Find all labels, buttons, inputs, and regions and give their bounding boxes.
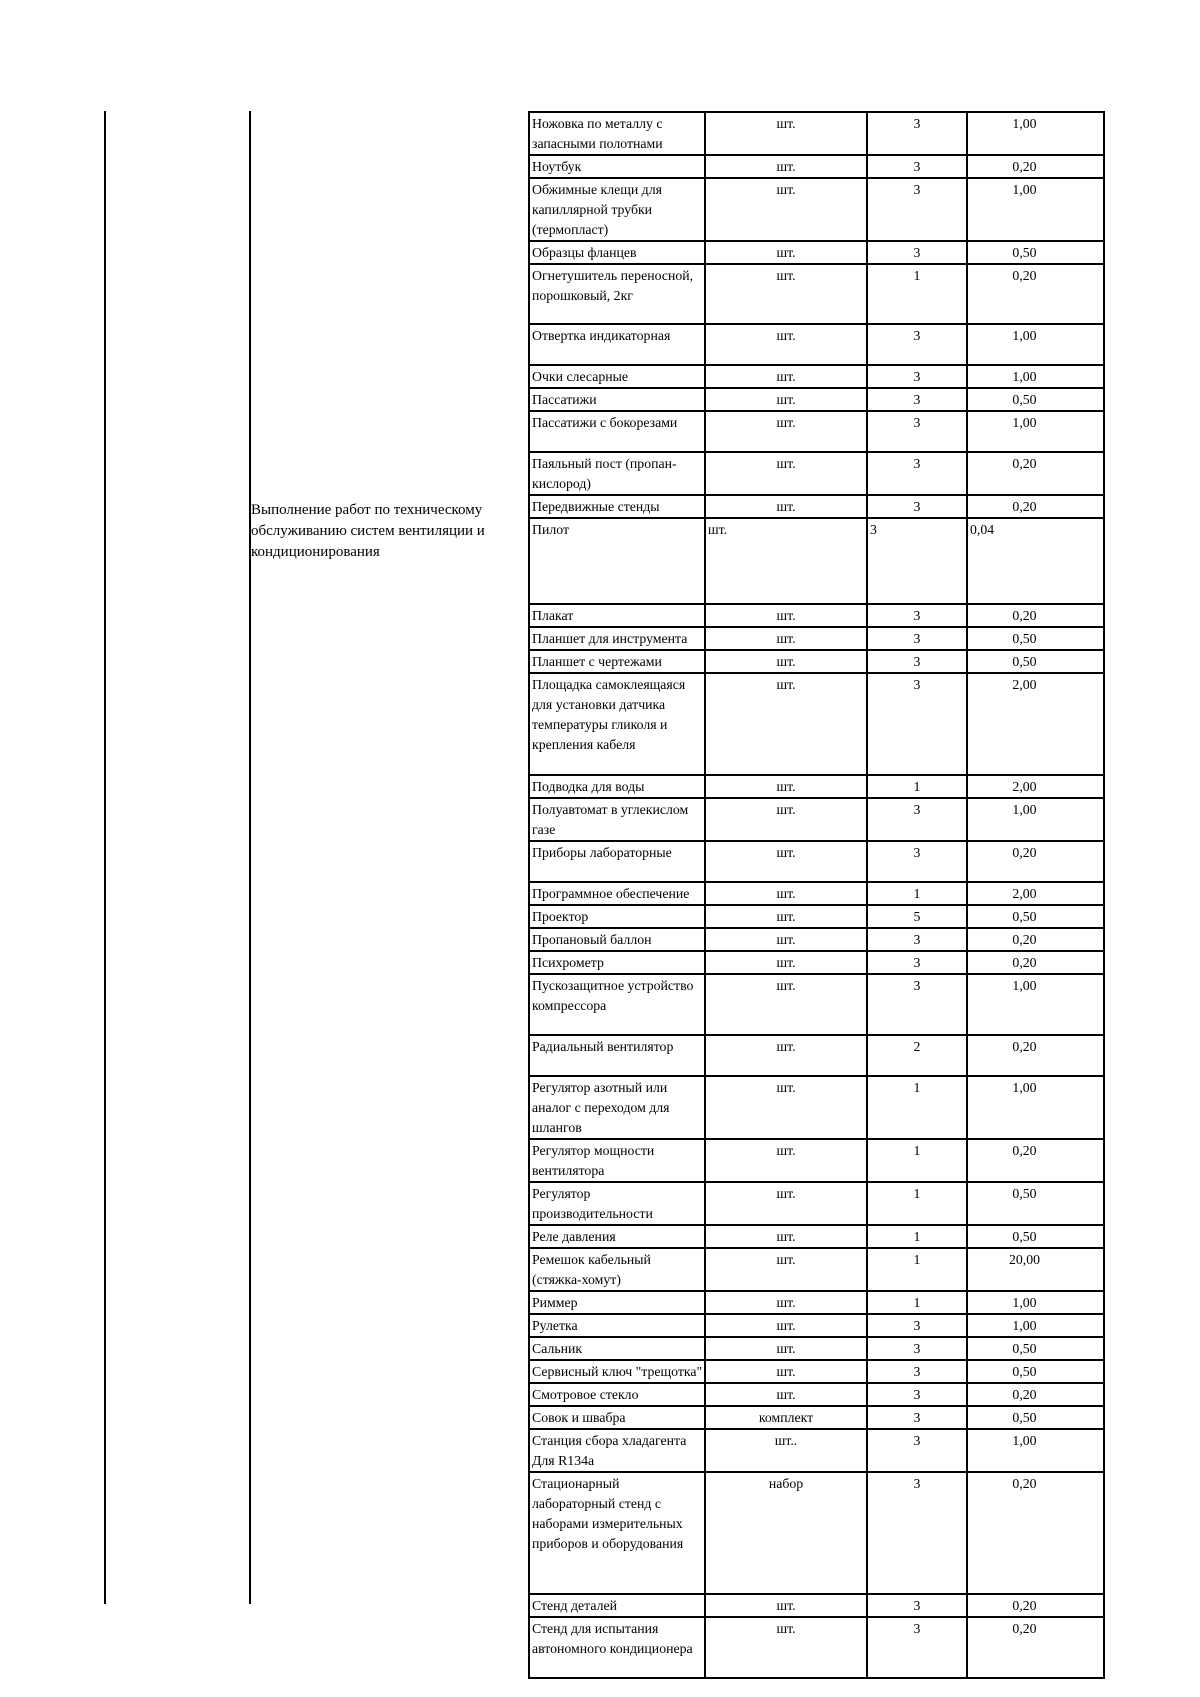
norm-cell: 0,20 — [967, 264, 1104, 324]
unit-cell: шт. — [705, 673, 867, 775]
norm-cell: 0,20 — [967, 1472, 1104, 1594]
quantity-cell: 2 — [867, 1035, 967, 1076]
table-row — [529, 1429, 1104, 1472]
item-name-cell: Сервисный ключ "трещотка" — [529, 1360, 705, 1383]
norm-cell: 0,04 — [967, 518, 1104, 604]
norm-cell: 0,20 — [967, 1617, 1104, 1678]
unit-cell: шт. — [705, 178, 867, 241]
item-name-cell: Паяльный пост (пропан-кислород) — [529, 452, 705, 495]
quantity-cell: 3 — [867, 411, 967, 452]
quantity-cell: 3 — [867, 841, 967, 882]
item-name-cell: Плакат — [529, 604, 705, 627]
table-row — [529, 241, 1104, 264]
equipment-table-body — [529, 112, 1104, 1678]
unit-cell: шт. — [705, 928, 867, 951]
quantity-cell: 1 — [867, 882, 967, 905]
norm-cell: 0,50 — [967, 388, 1104, 411]
norm-cell: 1,00 — [967, 1076, 1104, 1139]
item-name-cell: Пассатижи — [529, 388, 705, 411]
table-row — [529, 1594, 1104, 1617]
unit-cell: шт. — [705, 1076, 867, 1139]
norm-cell: 0,20 — [967, 155, 1104, 178]
quantity-cell: 5 — [867, 905, 967, 928]
norm-cell: 1,00 — [967, 365, 1104, 388]
norm-cell: 0,20 — [967, 495, 1104, 518]
norm-cell: 0,20 — [967, 1139, 1104, 1182]
quantity-cell: 3 — [867, 495, 967, 518]
quantity-cell: 1 — [867, 1291, 967, 1314]
item-name-cell: Пилот — [529, 518, 705, 604]
quantity-cell: 3 — [867, 974, 967, 1035]
unit-cell: шт. — [705, 495, 867, 518]
table-row — [529, 365, 1104, 388]
norm-cell: 0,20 — [967, 841, 1104, 882]
left-border-line — [104, 111, 106, 1604]
table-row — [529, 905, 1104, 928]
table-row — [529, 974, 1104, 1035]
norm-cell: 0,50 — [967, 1182, 1104, 1225]
quantity-cell: 1 — [867, 1225, 967, 1248]
unit-cell: шт. — [705, 1594, 867, 1617]
norm-cell: 1,00 — [967, 178, 1104, 241]
item-name-cell: Стенд деталей — [529, 1594, 705, 1617]
unit-cell: шт. — [705, 324, 867, 365]
table-row — [529, 1406, 1104, 1429]
unit-cell: шт. — [705, 518, 867, 604]
table-row — [529, 928, 1104, 951]
unit-cell: шт. — [705, 388, 867, 411]
item-name-cell: Регулятор производительности — [529, 1182, 705, 1225]
quantity-cell: 3 — [867, 798, 967, 841]
unit-cell: шт. — [705, 241, 867, 264]
norm-cell: 0,50 — [967, 1360, 1104, 1383]
item-name-cell: Площадка самоклеящаяся для установки датчика температуры гликоля и крепления кабеля — [529, 673, 705, 775]
item-name-cell: Смотровое стекло — [529, 1383, 705, 1406]
quantity-cell: 1 — [867, 1076, 967, 1139]
table-row — [529, 775, 1104, 798]
table-row — [529, 518, 1104, 604]
section-title: Выполнение работ по техническому обслуживанию систем вентиляции и кондиционирования — [251, 502, 485, 560]
item-name-cell: Образцы фланцев — [529, 241, 705, 264]
table-row — [529, 324, 1104, 365]
table-row — [529, 1383, 1104, 1406]
norm-cell: 0,20 — [967, 1035, 1104, 1076]
table-row — [529, 264, 1104, 324]
unit-cell: шт. — [705, 1617, 867, 1678]
norm-cell: 0,20 — [967, 951, 1104, 974]
table-row — [529, 604, 1104, 627]
table-row — [529, 1617, 1104, 1678]
table-row — [529, 1337, 1104, 1360]
table-row — [529, 882, 1104, 905]
norm-cell: 1,00 — [967, 1314, 1104, 1337]
table-row — [529, 650, 1104, 673]
unit-cell: комплект — [705, 1406, 867, 1429]
table-row — [529, 452, 1104, 495]
norm-cell: 0,50 — [967, 1225, 1104, 1248]
norm-cell: 0,20 — [967, 452, 1104, 495]
norm-cell: 0,20 — [967, 1594, 1104, 1617]
norm-cell: 0,50 — [967, 627, 1104, 650]
item-name-cell: Станция сбора хладагента Для R134a — [529, 1429, 705, 1472]
item-name-cell: Планшет с чертежами — [529, 650, 705, 673]
unit-cell: шт. — [705, 604, 867, 627]
norm-cell: 0,50 — [967, 1406, 1104, 1429]
unit-cell: шт. — [705, 841, 867, 882]
quantity-cell: 1 — [867, 264, 967, 324]
table-row — [529, 1472, 1104, 1594]
unit-cell: шт. — [705, 951, 867, 974]
norm-cell: 0,20 — [967, 604, 1104, 627]
item-name-cell: Совок и швабра — [529, 1406, 705, 1429]
unit-cell: шт. — [705, 1248, 867, 1291]
table-row — [529, 388, 1104, 411]
norm-cell: 0,50 — [967, 650, 1104, 673]
item-name-cell: Регулятор мощности вентилятора — [529, 1139, 705, 1182]
unit-cell: шт. — [705, 411, 867, 452]
table-row — [529, 627, 1104, 650]
column-divider-line — [249, 111, 251, 1604]
quantity-cell: 3 — [867, 388, 967, 411]
table-row — [529, 673, 1104, 775]
item-name-cell: Очки слесарные — [529, 365, 705, 388]
item-name-cell: Пассатижи с бокорезами — [529, 411, 705, 452]
unit-cell: шт. — [705, 112, 867, 155]
unit-cell: шт. — [705, 365, 867, 388]
item-name-cell: Ножовка по металлу с запасными полотнами — [529, 112, 705, 155]
quantity-cell: 3 — [867, 241, 967, 264]
item-name-cell: Обжимные клещи для капиллярной трубки (термопласт) — [529, 178, 705, 241]
item-name-cell: Огнетушитель переносной, порошковый, 2кг — [529, 264, 705, 324]
quantity-cell: 3 — [867, 627, 967, 650]
quantity-cell: 3 — [867, 650, 967, 673]
quantity-cell: 3 — [867, 178, 967, 241]
item-name-cell: Риммер — [529, 1291, 705, 1314]
unit-cell: шт. — [705, 775, 867, 798]
item-name-cell: Рулетка — [529, 1314, 705, 1337]
table-row — [529, 1035, 1104, 1076]
quantity-cell: 1 — [867, 775, 967, 798]
table-row — [529, 798, 1104, 841]
item-name-cell: Проектор — [529, 905, 705, 928]
norm-cell: 2,00 — [967, 882, 1104, 905]
unit-cell: шт. — [705, 452, 867, 495]
norm-cell: 2,00 — [967, 775, 1104, 798]
item-name-cell: Стенд для испытания автономного кондиционера — [529, 1617, 705, 1678]
unit-cell: шт. — [705, 974, 867, 1035]
quantity-cell: 3 — [867, 1337, 967, 1360]
item-name-cell: Ремешок кабельный (стяжка-хомут) — [529, 1248, 705, 1291]
unit-cell: шт. — [705, 1225, 867, 1248]
table-row — [529, 1248, 1104, 1291]
unit-cell: шт. — [705, 1314, 867, 1337]
quantity-cell: 1 — [867, 1182, 967, 1225]
norm-cell: 0,20 — [967, 928, 1104, 951]
unit-cell: шт. — [705, 1337, 867, 1360]
table-row — [529, 495, 1104, 518]
item-name-cell: Полуавтомат в углекислом газе — [529, 798, 705, 841]
item-name-cell: Программное обеспечение — [529, 882, 705, 905]
item-name-cell: Подводка для воды — [529, 775, 705, 798]
norm-cell: 1,00 — [967, 324, 1104, 365]
quantity-cell: 3 — [867, 324, 967, 365]
unit-cell: шт. — [705, 627, 867, 650]
table-row — [529, 1182, 1104, 1225]
item-name-cell: Пропановый баллон — [529, 928, 705, 951]
item-name-cell: Ноутбук — [529, 155, 705, 178]
quantity-cell: 3 — [867, 1406, 967, 1429]
table-row — [529, 1225, 1104, 1248]
norm-cell: 1,00 — [967, 1291, 1104, 1314]
norm-cell: 0,50 — [967, 1337, 1104, 1360]
quantity-cell: 3 — [867, 518, 967, 604]
unit-cell: шт. — [705, 1360, 867, 1383]
table-row — [529, 951, 1104, 974]
item-name-cell: Планшет для инструмента — [529, 627, 705, 650]
quantity-cell: 3 — [867, 1594, 967, 1617]
unit-cell: шт. — [705, 264, 867, 324]
norm-cell: 1,00 — [967, 974, 1104, 1035]
norm-cell: 1,00 — [967, 411, 1104, 452]
item-name-cell: Приборы лабораторные — [529, 841, 705, 882]
unit-cell: шт. — [705, 798, 867, 841]
norm-cell: 1,00 — [967, 1429, 1104, 1472]
norm-cell: 0,50 — [967, 905, 1104, 928]
table-row — [529, 1314, 1104, 1337]
table-row — [529, 1076, 1104, 1139]
quantity-cell: 3 — [867, 604, 967, 627]
quantity-cell: 3 — [867, 951, 967, 974]
quantity-cell: 3 — [867, 1472, 967, 1594]
quantity-cell: 3 — [867, 1617, 967, 1678]
quantity-cell: 3 — [867, 673, 967, 775]
quantity-cell: 3 — [867, 365, 967, 388]
norm-cell: 0,20 — [967, 1383, 1104, 1406]
table-row — [529, 411, 1104, 452]
unit-cell: шт. — [705, 1291, 867, 1314]
table-row — [529, 155, 1104, 178]
quantity-cell: 3 — [867, 928, 967, 951]
unit-cell: шт. — [705, 882, 867, 905]
table-row — [529, 1360, 1104, 1383]
item-name-cell: Психрометр — [529, 951, 705, 974]
unit-cell: шт. — [705, 1383, 867, 1406]
item-name-cell: Отвертка индикаторная — [529, 324, 705, 365]
quantity-cell: 1 — [867, 1248, 967, 1291]
quantity-cell: 3 — [867, 112, 967, 155]
unit-cell: шт. — [705, 650, 867, 673]
table-row — [529, 1139, 1104, 1182]
item-name-cell: Радиальный вентилятор — [529, 1035, 705, 1076]
norm-cell: 0,50 — [967, 241, 1104, 264]
norm-cell: 1,00 — [967, 798, 1104, 841]
quantity-cell: 3 — [867, 1314, 967, 1337]
unit-cell: шт. — [705, 905, 867, 928]
item-name-cell: Пускозащитное устройство компрессора — [529, 974, 705, 1035]
table-row — [529, 178, 1104, 241]
unit-cell: шт. — [705, 1182, 867, 1225]
table-row — [529, 1291, 1104, 1314]
unit-cell: шт.. — [705, 1429, 867, 1472]
quantity-cell: 3 — [867, 1429, 967, 1472]
item-name-cell: Сальник — [529, 1337, 705, 1360]
quantity-cell: 3 — [867, 155, 967, 178]
quantity-cell: 3 — [867, 1383, 967, 1406]
norm-cell: 20,00 — [967, 1248, 1104, 1291]
equipment-table — [528, 111, 1105, 1679]
item-name-cell: Регулятор азотный или аналог с переходом для шлангов — [529, 1076, 705, 1139]
table-row — [529, 112, 1104, 155]
unit-cell: шт. — [705, 155, 867, 178]
unit-cell: набор — [705, 1472, 867, 1594]
norm-cell: 2,00 — [967, 673, 1104, 775]
item-name-cell: Реле давления — [529, 1225, 705, 1248]
quantity-cell: 1 — [867, 1139, 967, 1182]
unit-cell: шт. — [705, 1035, 867, 1076]
item-name-cell: Передвижные стенды — [529, 495, 705, 518]
quantity-cell: 3 — [867, 1360, 967, 1383]
norm-cell: 1,00 — [967, 112, 1104, 155]
quantity-cell: 3 — [867, 452, 967, 495]
item-name-cell: Стационарный лабораторный стенд с наборами измерительных приборов и оборудования — [529, 1472, 705, 1594]
table-row — [529, 841, 1104, 882]
unit-cell: шт. — [705, 1139, 867, 1182]
